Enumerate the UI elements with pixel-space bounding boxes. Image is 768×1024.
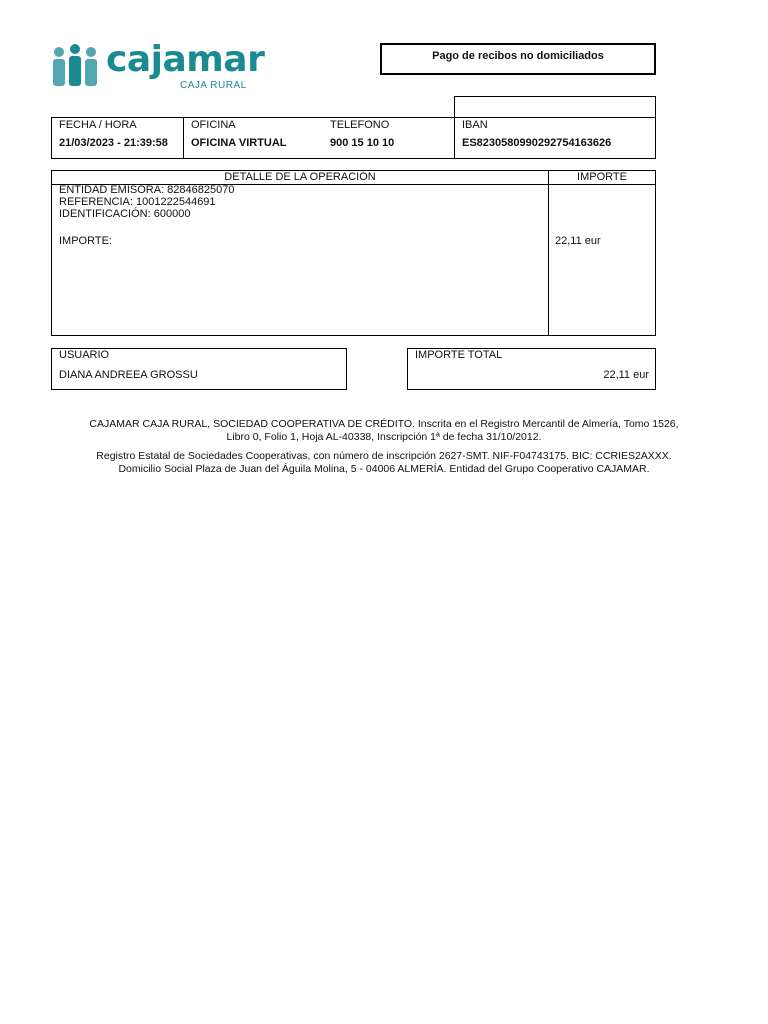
iban-top-cell — [454, 96, 656, 118]
usuario-box — [51, 348, 347, 390]
entidad-emisora: ENTIDAD EMISORA: 82846825070 — [59, 184, 235, 196]
importe-value: 22,11 eur — [555, 235, 601, 247]
oficina-label: OFICINA — [191, 119, 236, 131]
oficina-value: OFICINA VIRTUAL — [191, 137, 287, 149]
iban-value: ES8230580990292754163626 — [462, 137, 612, 149]
fecha-value: 21/03/2023 - 21:39:58 — [59, 137, 168, 149]
usuario-label: USUARIO — [59, 349, 110, 361]
usuario-value: DIANA ANDREEA GROSSU — [59, 369, 198, 381]
cajamar-logo — [50, 39, 265, 94]
header-info-row — [51, 117, 656, 159]
legal-line: Libro 0, Folio 1, Hoja AL-40338, Inscripción 1ª de fecha 31/10/2012. — [226, 431, 542, 443]
fecha-label: FECHA / HORA — [59, 119, 137, 131]
document-title: Pago de recibos no domiciliados — [380, 43, 656, 75]
importe-label: IMPORTE: — [59, 235, 112, 247]
legal-line: CAJAMAR CAJA RURAL, SOCIEDAD COOPERATIVA DE CRÉDITO. Inscrita en el Registro Mercantil de Almería, Tomo 1526, — [89, 418, 679, 430]
operation-detail-table — [51, 170, 656, 336]
legal-paragraph-2 — [40, 450, 728, 476]
fecha-cell — [52, 118, 183, 158]
brand-subtitle: CAJA RURAL — [180, 80, 247, 91]
importe-header: IMPORTE — [577, 171, 627, 183]
legal-paragraph-1 — [40, 418, 728, 444]
importe-total-label: IMPORTE TOTAL — [415, 349, 503, 361]
telefono-cell — [323, 118, 453, 158]
iban-label: IBAN — [462, 119, 488, 131]
importe-total-box — [407, 348, 656, 390]
importe-total-value: 22,11 eur — [603, 369, 649, 381]
identificacion: IDENTIFICACIÓN: 600000 — [59, 208, 191, 220]
telefono-value: 900 15 10 10 — [330, 137, 395, 149]
iban-cell — [455, 118, 655, 158]
referencia: REFERENCIA: 1001222544691 — [59, 196, 216, 208]
people-logo-icon — [50, 44, 100, 88]
brand-name: cajamar — [106, 39, 265, 80]
detail-header: DETALLE DE LA OPERACIÓN — [224, 171, 376, 183]
telefono-label: TELEFONO — [330, 119, 390, 131]
column-divider — [548, 171, 549, 335]
oficina-cell — [184, 118, 324, 158]
legal-line: Registro Estatal de Sociedades Cooperativas, con número de inscripción 2627-SMT. NIF-F04743175. BIC: CCRIES2AXXX. — [96, 450, 672, 462]
legal-line: Domicilio Social Plaza de Juan del Águila Molina, 5 - 04006 ALMERÍA. Entidad del Grupo Cooperativo CAJAMAR. — [118, 463, 650, 475]
